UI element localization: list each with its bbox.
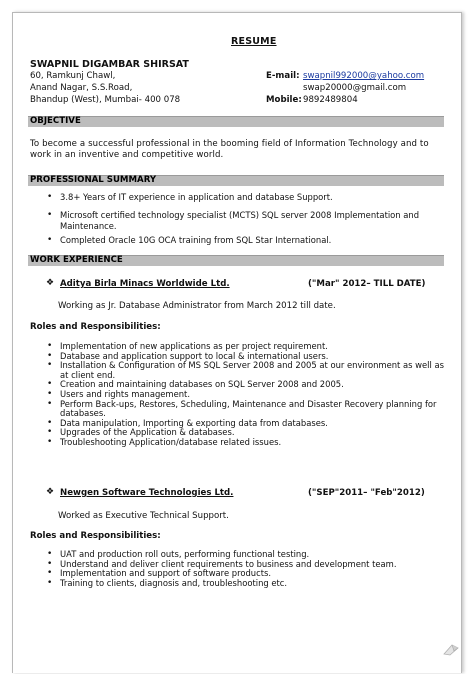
- summary-item: • Microsoft certified technology specialist (MCTS) SQL server 2008 Implementation and: [46, 211, 419, 221]
- duty-item: • Training to clients, diagnosis and, troubleshooting etc.: [46, 579, 446, 589]
- experience-heading: WORK EXPERIENCE: [30, 255, 123, 265]
- summary-item-continued: Maintenance.: [60, 221, 117, 231]
- summary-list: [46, 193, 419, 220]
- job-role: Worked as Executive Technical Support.: [58, 511, 229, 521]
- diamond-bullet-icon: ❖: [46, 487, 55, 497]
- job-dates: ("SEP"2011– "Feb"2012): [308, 488, 425, 498]
- mobile-label: Mobile:: [266, 95, 302, 105]
- resume-title: RESUME: [231, 36, 277, 47]
- objective-line-1: To become a successful professional in the booming field of Information Technology and to: [30, 139, 429, 149]
- email-label: E-mail:: [266, 71, 300, 81]
- summary-list-2: [46, 236, 331, 246]
- objective-heading: OBJECTIVE: [30, 116, 81, 126]
- address-line-2: Anand Nagar, S.S.Road,: [30, 83, 133, 93]
- duty-item-continued: at client end.: [60, 369, 116, 380]
- company-name: Aditya Birla Minacs Worldwide Ltd.: [60, 279, 230, 289]
- summary-item: • 3.8+ Years of IT experience in application and database Support.: [46, 193, 419, 203]
- company-name: Newgen Software Technologies Ltd.: [60, 488, 234, 498]
- diamond-bullet-icon: ❖: [46, 278, 55, 288]
- duty-item: • Installation & Configuration of MS SQL Server 2008 and 2005 at our environment as well as: [46, 361, 446, 371]
- duties-list: [46, 550, 446, 588]
- roles-heading: Roles and Responsibilities:: [30, 531, 161, 541]
- duty-item: • Creation and maintaining databases on SQL Server 2008 and 2005.: [46, 380, 446, 390]
- duty-item-continued: databases.: [60, 408, 106, 419]
- duty-item: • UAT and production roll outs, performing functional testing.: [46, 550, 446, 560]
- summary-bar: [28, 175, 444, 186]
- summary-heading: PROFESSIONAL SUMMARY: [30, 175, 157, 185]
- duty-item: • Understand and deliver client requirements to business and development team.: [46, 560, 446, 570]
- address-line-1: 60, Ramkunj Chawl,: [30, 71, 116, 81]
- duty-item: • Database and application support to local & international users.: [46, 352, 446, 362]
- email-link-1[interactable]: swapnil992000@yahoo.com: [303, 71, 425, 81]
- duty-item: • Troubleshooting Application/database related issues.: [46, 438, 446, 448]
- page-curl-icon: [442, 642, 460, 656]
- objective-line-2: work in an inventive and competitive world.: [30, 150, 224, 160]
- duty-item: • Perform Back-ups, Restores, Scheduling, Maintenance and Disaster Recovery planning for: [46, 400, 446, 410]
- summary-item: • Completed Oracle 10G OCA training from SQL Star International.: [46, 236, 331, 246]
- duty-item: • Implementation and support of software products.: [46, 569, 446, 579]
- candidate-name: SWAPNIL DIGAMBAR SHIRSAT: [30, 59, 189, 70]
- duties-list: [46, 342, 446, 448]
- job-role: Working as Jr. Database Administrator from March 2012 till date.: [58, 301, 336, 311]
- duty-item: • Data manipulation, Importing & exporting data from databases.: [46, 419, 446, 429]
- roles-heading: Roles and Responsibilities:: [30, 322, 161, 332]
- objective-text: [30, 139, 444, 161]
- email-2: swap20000@gmail.com: [303, 83, 407, 93]
- duty-item: • Implementation of new applications as per project requirement.: [46, 342, 446, 352]
- job-dates: ("Mar" 2012– TILL DATE): [308, 279, 426, 289]
- objective-bar: [28, 116, 444, 127]
- duty-item: • Upgrades of the Application & databases.: [46, 428, 446, 438]
- experience-bar: [28, 255, 444, 266]
- mobile-number: 9892489804: [303, 95, 358, 105]
- duty-item: • Users and rights management.: [46, 390, 446, 400]
- address-line-3: Bhandup (West), Mumbai- 400 078: [30, 95, 181, 105]
